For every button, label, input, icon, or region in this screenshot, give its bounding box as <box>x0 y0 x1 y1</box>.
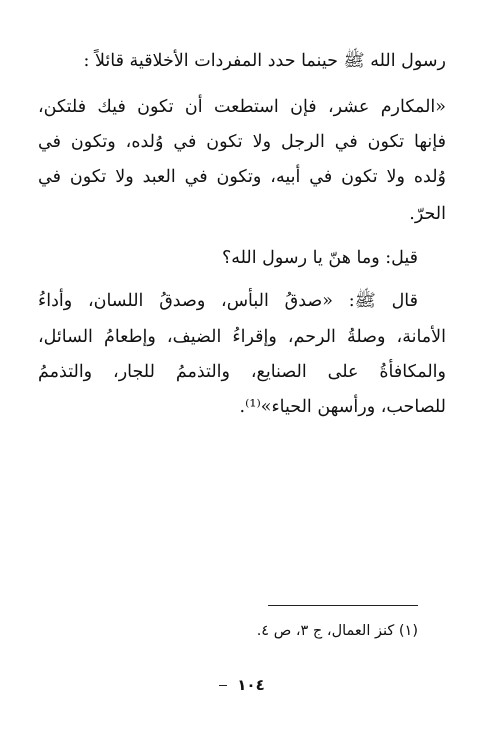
body-line-10: للصاحب، ورأسهن الحياء»⁽¹⁾. <box>239 397 446 417</box>
page-number-dash <box>219 685 227 686</box>
page-number-value: ١٠٤ <box>237 676 265 694</box>
footnote-divider <box>268 605 418 606</box>
body-line-9: والمكافأةُ على الصنايع، والتذممُ للجار، والتذممُ <box>38 362 446 382</box>
body-line-8: الأمانة، وصلةُ الرحم، وإقراءُ الضيف، وإطعامُ السائل، <box>38 327 446 347</box>
body-line-1: رسول الله ﷺ حينما حدد المفردات الأخلاقية قائلاً : <box>83 51 446 71</box>
footnote: (١) كنز العمال، ج ٣، ص ٤. <box>256 623 418 639</box>
body-line-5: الحرّ. <box>409 204 446 224</box>
body-line-4: وُلده ولا تكون في أبيه، وتكون في العبد ولا تكون في <box>38 167 446 187</box>
body-line-2: «المكارم عشر، فإن استطعت أن تكون فيك فلتكن، <box>38 97 446 117</box>
body-line-6: قيل: وما هنّ يا رسول الله؟ <box>221 248 418 268</box>
page-number <box>0 676 484 694</box>
body-line-3: فإنها تكون في الرجل ولا تكون في وُلده، وتكون في <box>38 132 446 152</box>
body-line-7: قال ﷺ: «صدقُ البأس، وصدقُ اللسان، وأداءُ <box>38 291 418 311</box>
